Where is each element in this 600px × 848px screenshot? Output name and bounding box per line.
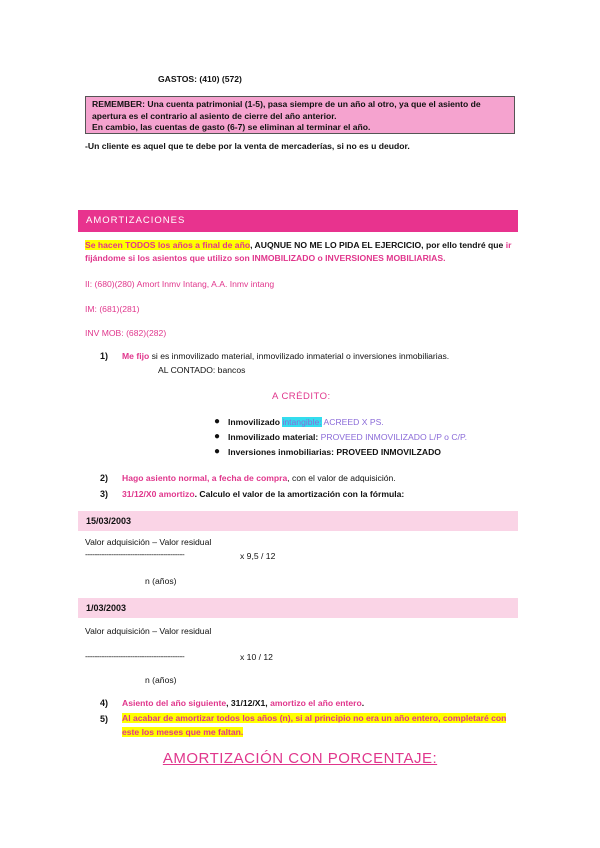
gastos-heading: GASTOS: (410) (572) (158, 74, 242, 84)
step-5-line-1 (122, 713, 506, 723)
intro-line2-pink: fijándome si los asientos que utilizo son (85, 253, 253, 263)
intro-line2-rest: INMOBILIZADO o INVERSIONES MOBILIARIAS. (252, 253, 446, 263)
al-contado: AL CONTADO: bancos (158, 365, 246, 375)
step-1-pink: Me fijo (122, 351, 150, 361)
inv-accounts: INV MOB: (682)(282) (85, 328, 167, 338)
amortizacion-porcentaje-title: AMORTIZACIÓN CON PORCENTAJE: (162, 750, 438, 767)
remember-line-2: apertura es el contrario al asiento de cierre del año anterior. (92, 110, 337, 121)
step-1-number: 1) (100, 351, 109, 361)
remember-line-1: REMEMBER: Una cuenta patrimonial (1-5), pasa siempre de un año al otro, ya que el asiento de (92, 99, 481, 109)
credito-item-2-value: PROVEED INMOVILIZADO L/P o C/P. (320, 432, 467, 442)
im-accounts: IM: (681)(281) (85, 304, 140, 314)
example-2-denominator: n (años) (145, 675, 177, 685)
step-4-end: . (361, 698, 365, 708)
cliente-note: -Un cliente es aquel que te debe por la venta de mercaderías, si no es u deudor. (85, 141, 410, 151)
intro-rest: , AUQNUE NO ME LO PIDA EL EJERCICIO, por ello tendré que (250, 240, 506, 250)
credito-item-2-label: Inmovilizado material: (228, 432, 321, 442)
example-1-fraction-line: ------------------------------------------ (85, 549, 185, 559)
remember-line-3: En cambio, las cuentas de gasto (6-7) se eliminan al terminar el año. (92, 122, 371, 132)
example-2-date-bar: 1/03/2003 (78, 598, 518, 618)
remember-box (85, 96, 515, 134)
step-5-number: 5) (100, 714, 109, 724)
example-1-numerator: Valor adquisición – Valor residual (85, 537, 212, 547)
step-4-rest: , 31/12/X1, (226, 698, 271, 708)
bullet-3: ● (214, 446, 221, 457)
step-3-pink: 31/12/X0 amortizo (122, 489, 195, 499)
credito-item-1-value: ACREED X PS. (321, 417, 384, 427)
bullet-2: ● (214, 431, 221, 442)
example-2-factor: x 10 / 12 (240, 652, 273, 662)
credito-item-1-label: Inmovilizado (228, 417, 283, 427)
step-5-line-2 (122, 727, 243, 737)
ii-accounts: II: (680)(280) Amort Inmv Intang, A.A. Inmv intang (85, 279, 275, 289)
bullet-1: ● (214, 416, 221, 427)
step-1-text (122, 351, 449, 361)
step-4-pink: Asiento del año siguiente (122, 698, 227, 708)
example-2-fraction-line: ------------------------------------------ (85, 651, 185, 661)
step-2-pink: Hago asiento normal, a fecha de compra (122, 473, 288, 483)
example-1-denominator: n (años) (145, 576, 177, 586)
step-2-text (122, 473, 396, 483)
credito-item-1-highlight: intangible: (282, 417, 322, 427)
intro-highlight: Se hacen TODOS los años a final de año (85, 240, 251, 250)
step-5-line-1-text: Al acabar de amortizar todos los años (n), si al principio no era un año entero, completaré con (122, 713, 507, 723)
credito-item-3: Inversiones inmobiliarias: PROVEED INMOVILZADO (228, 447, 441, 457)
step-4-text (122, 698, 364, 708)
step-4-pink-2: amortizo el año entero (270, 698, 362, 708)
amortizaciones-intro-line-1 (85, 240, 511, 250)
step-1-rest: si es inmovilizado material, inmovilizado inmaterial o inversiones inmobiliarias. (149, 351, 450, 361)
step-2-number: 2) (100, 473, 109, 483)
a-credito-title: A CRÉDITO: (272, 391, 331, 402)
credito-item-1 (228, 417, 384, 427)
step-5-line-2-text: este los meses que me faltan. (122, 727, 244, 737)
step-2-rest: , con el valor de adquisición. (287, 473, 396, 483)
example-2-numerator: Valor adquisición – Valor residual (85, 626, 212, 636)
intro-pink: ir (505, 240, 512, 250)
amortizaciones-intro-line-2 (85, 253, 446, 263)
step-3-text (122, 489, 404, 499)
amortizaciones-header: AMORTIZACIONES (78, 210, 518, 232)
step-3-number: 3) (100, 489, 109, 499)
step-3-rest: . Calculo el valor de la amortización con la fórmula: (194, 489, 405, 499)
credito-item-2 (228, 432, 467, 442)
example-1-factor: x 9,5 / 12 (240, 551, 276, 561)
example-1-date-bar: 15/03/2003 (78, 511, 518, 531)
step-4-number: 4) (100, 698, 109, 708)
